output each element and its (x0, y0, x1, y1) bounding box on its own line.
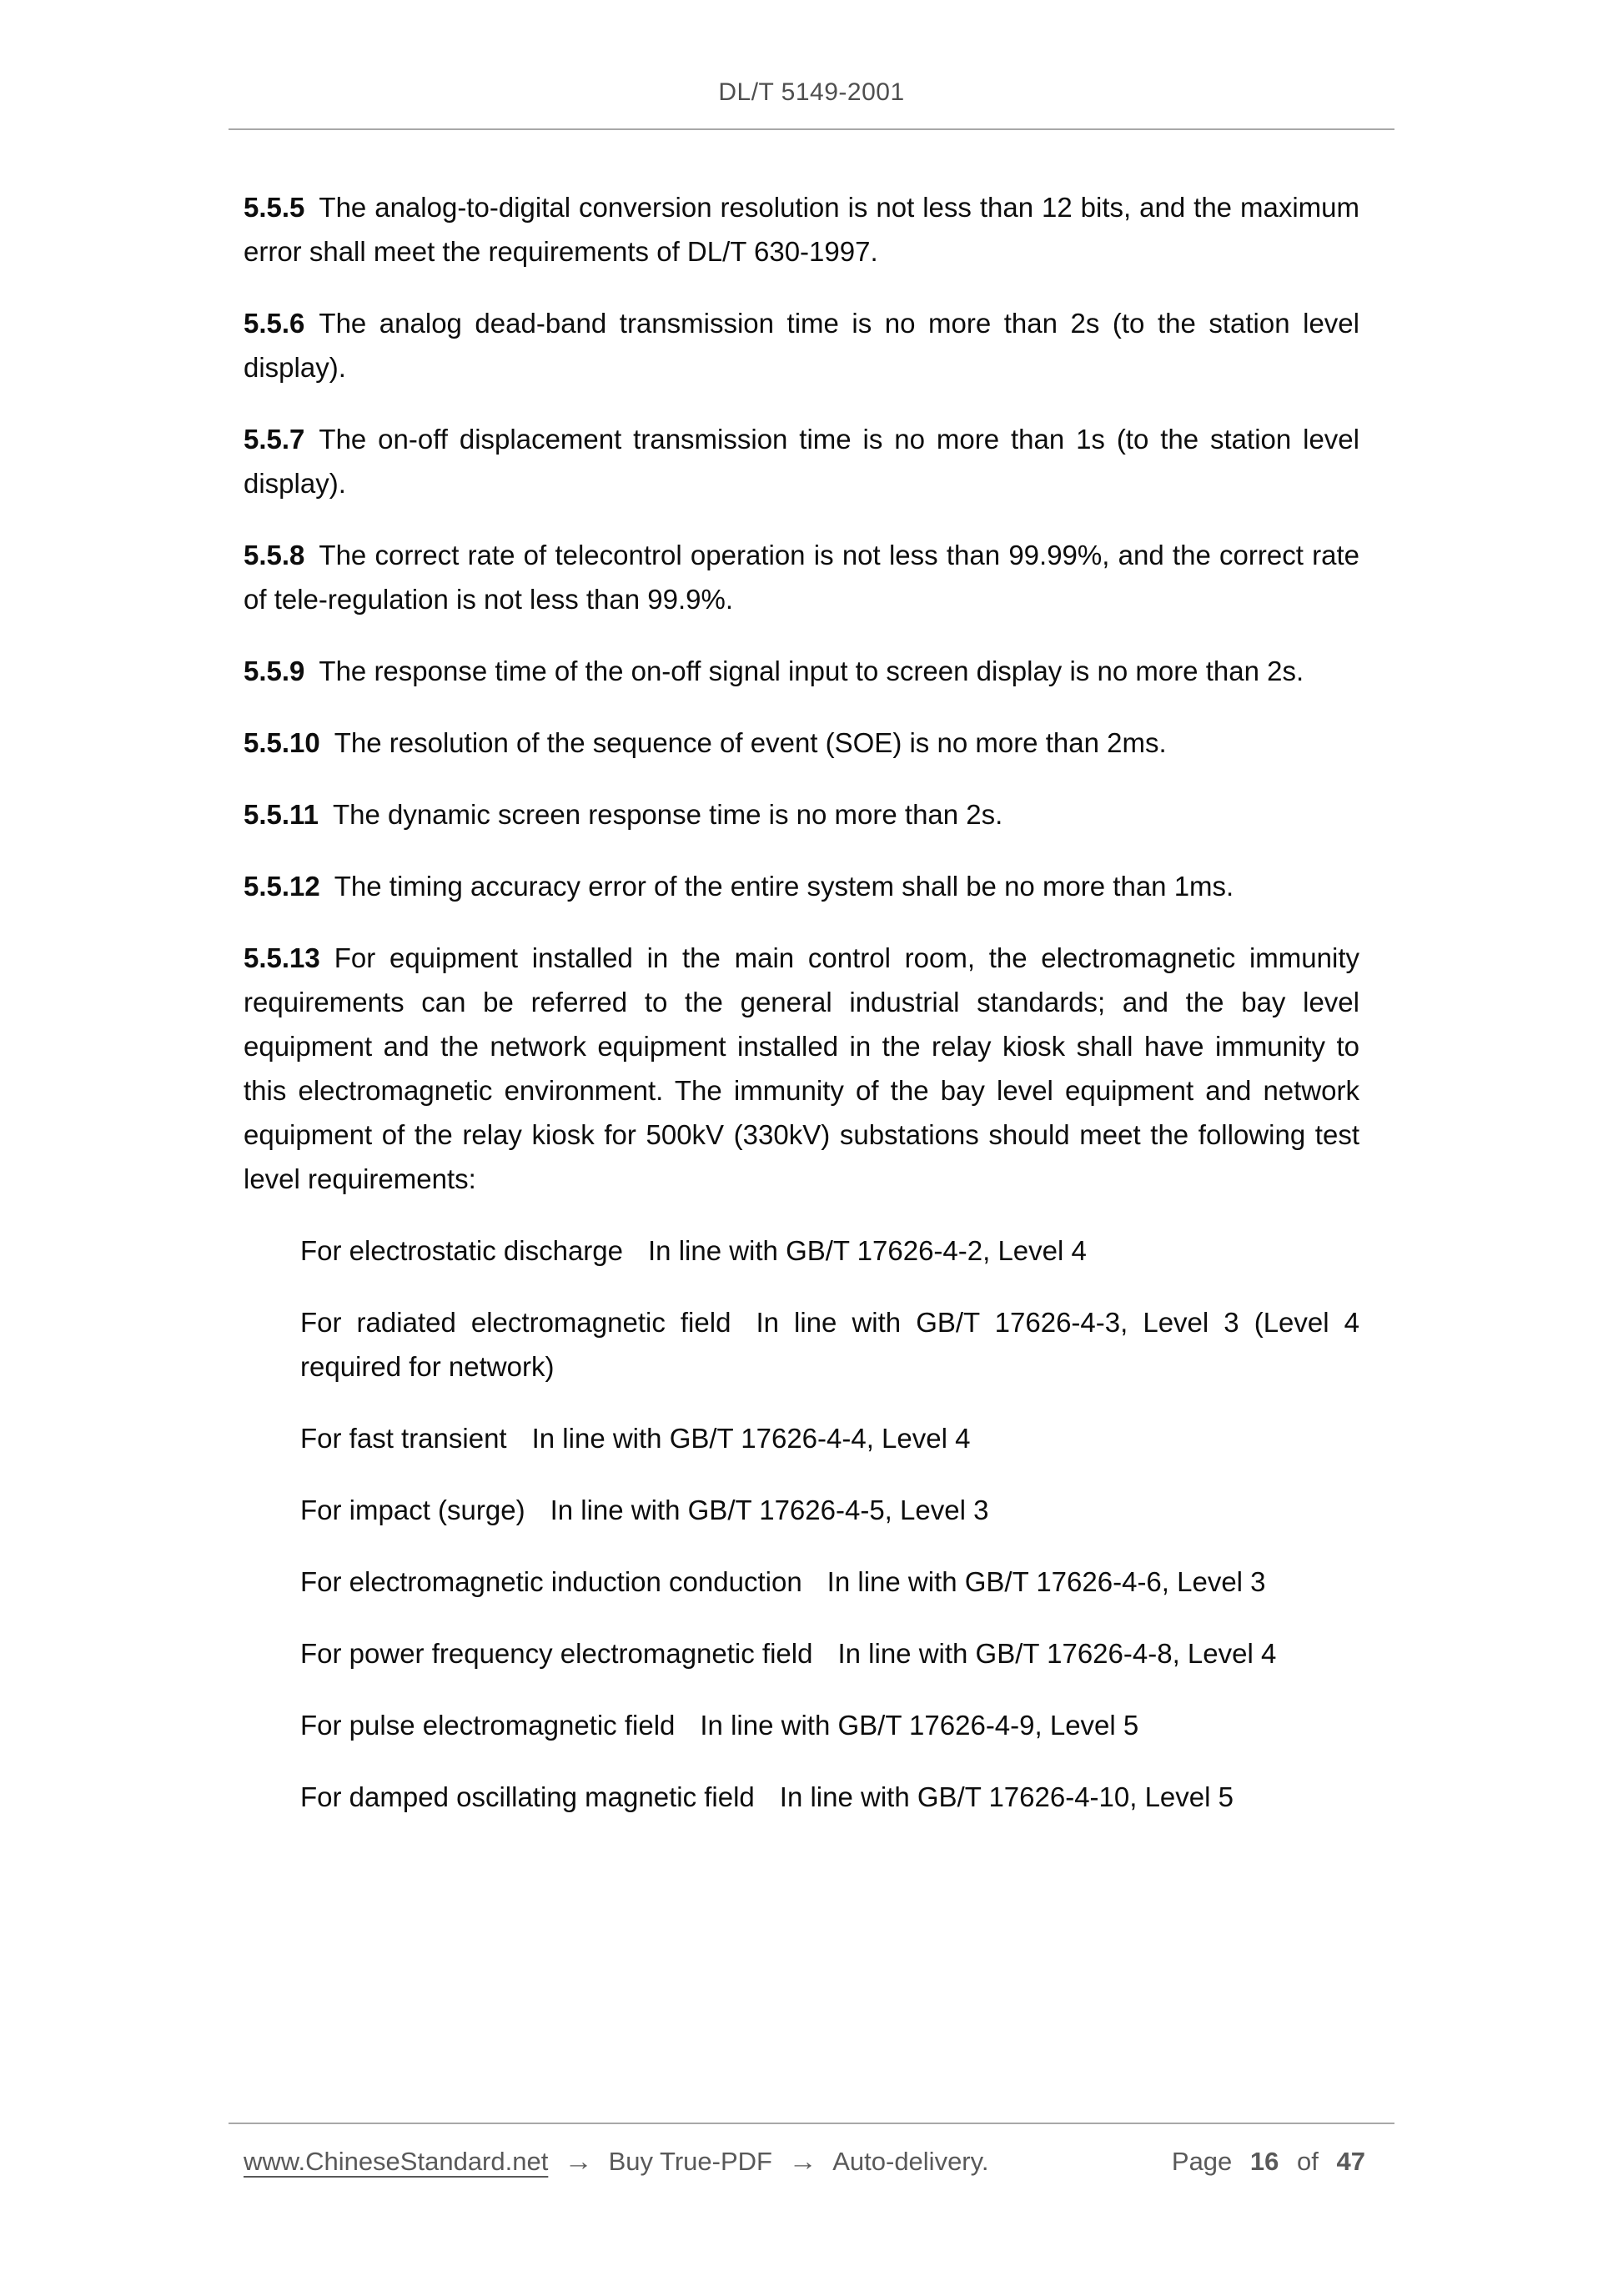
requirement-spec: In line with GB/T 17626-4-3, Level 3 (Level 4 required for network) (300, 1307, 1360, 1382)
sections-list (244, 185, 1359, 1201)
requirement-item (300, 1300, 1359, 1389)
section-text: The timing accuracy error of the entire system shall be no more than 1ms. (334, 871, 1234, 902)
section-text: The dynamic screen response time is no more than 2s. (332, 799, 1003, 830)
section-number: 5.5.13 (244, 942, 320, 973)
section-number: 5.5.5 (244, 192, 305, 223)
footer-divider (229, 2123, 1394, 2124)
section-paragraph (244, 864, 1359, 908)
section-number: 5.5.8 (244, 540, 305, 570)
requirement-item (300, 1631, 1359, 1676)
requirement-name: For fast transient (300, 1423, 507, 1454)
section-paragraph (244, 301, 1359, 389)
page-number: 16 (1249, 2147, 1279, 2176)
section-paragraph (244, 649, 1359, 693)
page-footer (244, 2147, 1365, 2177)
requirement-spec: In line with GB/T 17626-4-8, Level 4 (837, 1638, 1277, 1669)
requirement-name: For power frequency electromagnetic field (300, 1638, 813, 1669)
requirement-spec: In line with GB/T 17626-4-6, Level 3 (827, 1566, 1266, 1597)
requirement-spec: In line with GB/T 17626-4-9, Level 5 (700, 1710, 1139, 1741)
requirement-name: For electrostatic discharge (300, 1235, 623, 1266)
section-paragraph (244, 533, 1359, 621)
right-arrow-icon: → (788, 2147, 817, 2176)
section-paragraph (244, 417, 1359, 505)
page-indicator (1172, 2147, 1365, 2177)
footer-website-link[interactable]: www.ChineseStandard.net (244, 2147, 549, 2176)
of-label: of (1297, 2147, 1319, 2176)
requirement-item (300, 1775, 1359, 1819)
section-text: The on-off displacement transmission time is no more than 1s (to the station level display). (244, 424, 1359, 499)
section-text: The response time of the on-off signal input to screen display is no more than 2s. (319, 656, 1304, 686)
section-text: The analog-to-digital conversion resolution is not less than 12 bits, and the maximum error shall meet the requirements of DL/T 630-1997. (244, 192, 1359, 267)
header-divider (229, 128, 1394, 130)
footer-action-delivery: Auto-delivery. (832, 2147, 989, 2176)
requirement-item (300, 1416, 1359, 1460)
section-paragraph (244, 936, 1359, 1201)
page-total: 47 (1336, 2147, 1365, 2176)
section-text: The resolution of the sequence of event (SOE) is no more than 2ms. (334, 727, 1167, 758)
section-number: 5.5.10 (244, 727, 320, 758)
section-number: 5.5.7 (244, 424, 305, 455)
section-text: The analog dead-band transmission time is no more than 2s (to the station level display). (244, 308, 1359, 383)
document-body (244, 185, 1359, 1819)
footer-action-buy: Buy True-PDF (608, 2147, 772, 2176)
footer-promo (244, 2147, 988, 2177)
right-arrow-icon: → (564, 2147, 593, 2176)
section-paragraph (244, 185, 1359, 274)
requirement-name: For pulse electromagnetic field (300, 1710, 676, 1741)
section-number: 5.5.6 (244, 308, 305, 339)
requirement-item (300, 1228, 1359, 1273)
section-text: The correct rate of telecontrol operation is not less than 99.99%, and the correct rate of tele-regulation is not less than 99.9%. (244, 540, 1359, 615)
section-number: 5.5.12 (244, 871, 320, 902)
requirement-name: For electromagnetic induction conduction (300, 1566, 802, 1597)
section-paragraph (244, 721, 1359, 765)
requirement-spec: In line with GB/T 17626-4-5, Level 3 (550, 1495, 989, 1525)
requirement-item (300, 1488, 1359, 1532)
requirement-item (300, 1703, 1359, 1747)
requirement-spec: In line with GB/T 17626-4-4, Level 4 (531, 1423, 971, 1454)
page-label: Page (1171, 2147, 1233, 2176)
standard-number-header: DL/T 5149-2001 (718, 78, 905, 106)
section-number: 5.5.11 (244, 799, 319, 830)
page-header (0, 0, 1623, 130)
requirement-spec: In line with GB/T 17626-4-10, Level 5 (779, 1781, 1234, 1812)
requirement-name: For radiated electromagnetic field (300, 1307, 731, 1338)
section-paragraph (244, 792, 1359, 837)
requirement-name: For impact (surge) (300, 1495, 525, 1525)
requirement-spec: In line with GB/T 17626-4-2, Level 4 (648, 1235, 1087, 1266)
section-text: For equipment installed in the main control room, the electromagnetic immunity requirements can be referred to the general industrial standards; and the bay level equipment and the network equipment installed in the relay kiosk shall have immunity to this electromagnetic environment. The immunity of the bay level equipment and network equipment of the relay kiosk for 500kV (330kV) substations should meet the following test level requirements: (244, 942, 1359, 1194)
requirement-item (300, 1560, 1359, 1604)
requirement-name: For damped oscillating magnetic field (300, 1781, 755, 1812)
requirements-list (300, 1228, 1359, 1819)
section-number: 5.5.9 (244, 656, 305, 686)
